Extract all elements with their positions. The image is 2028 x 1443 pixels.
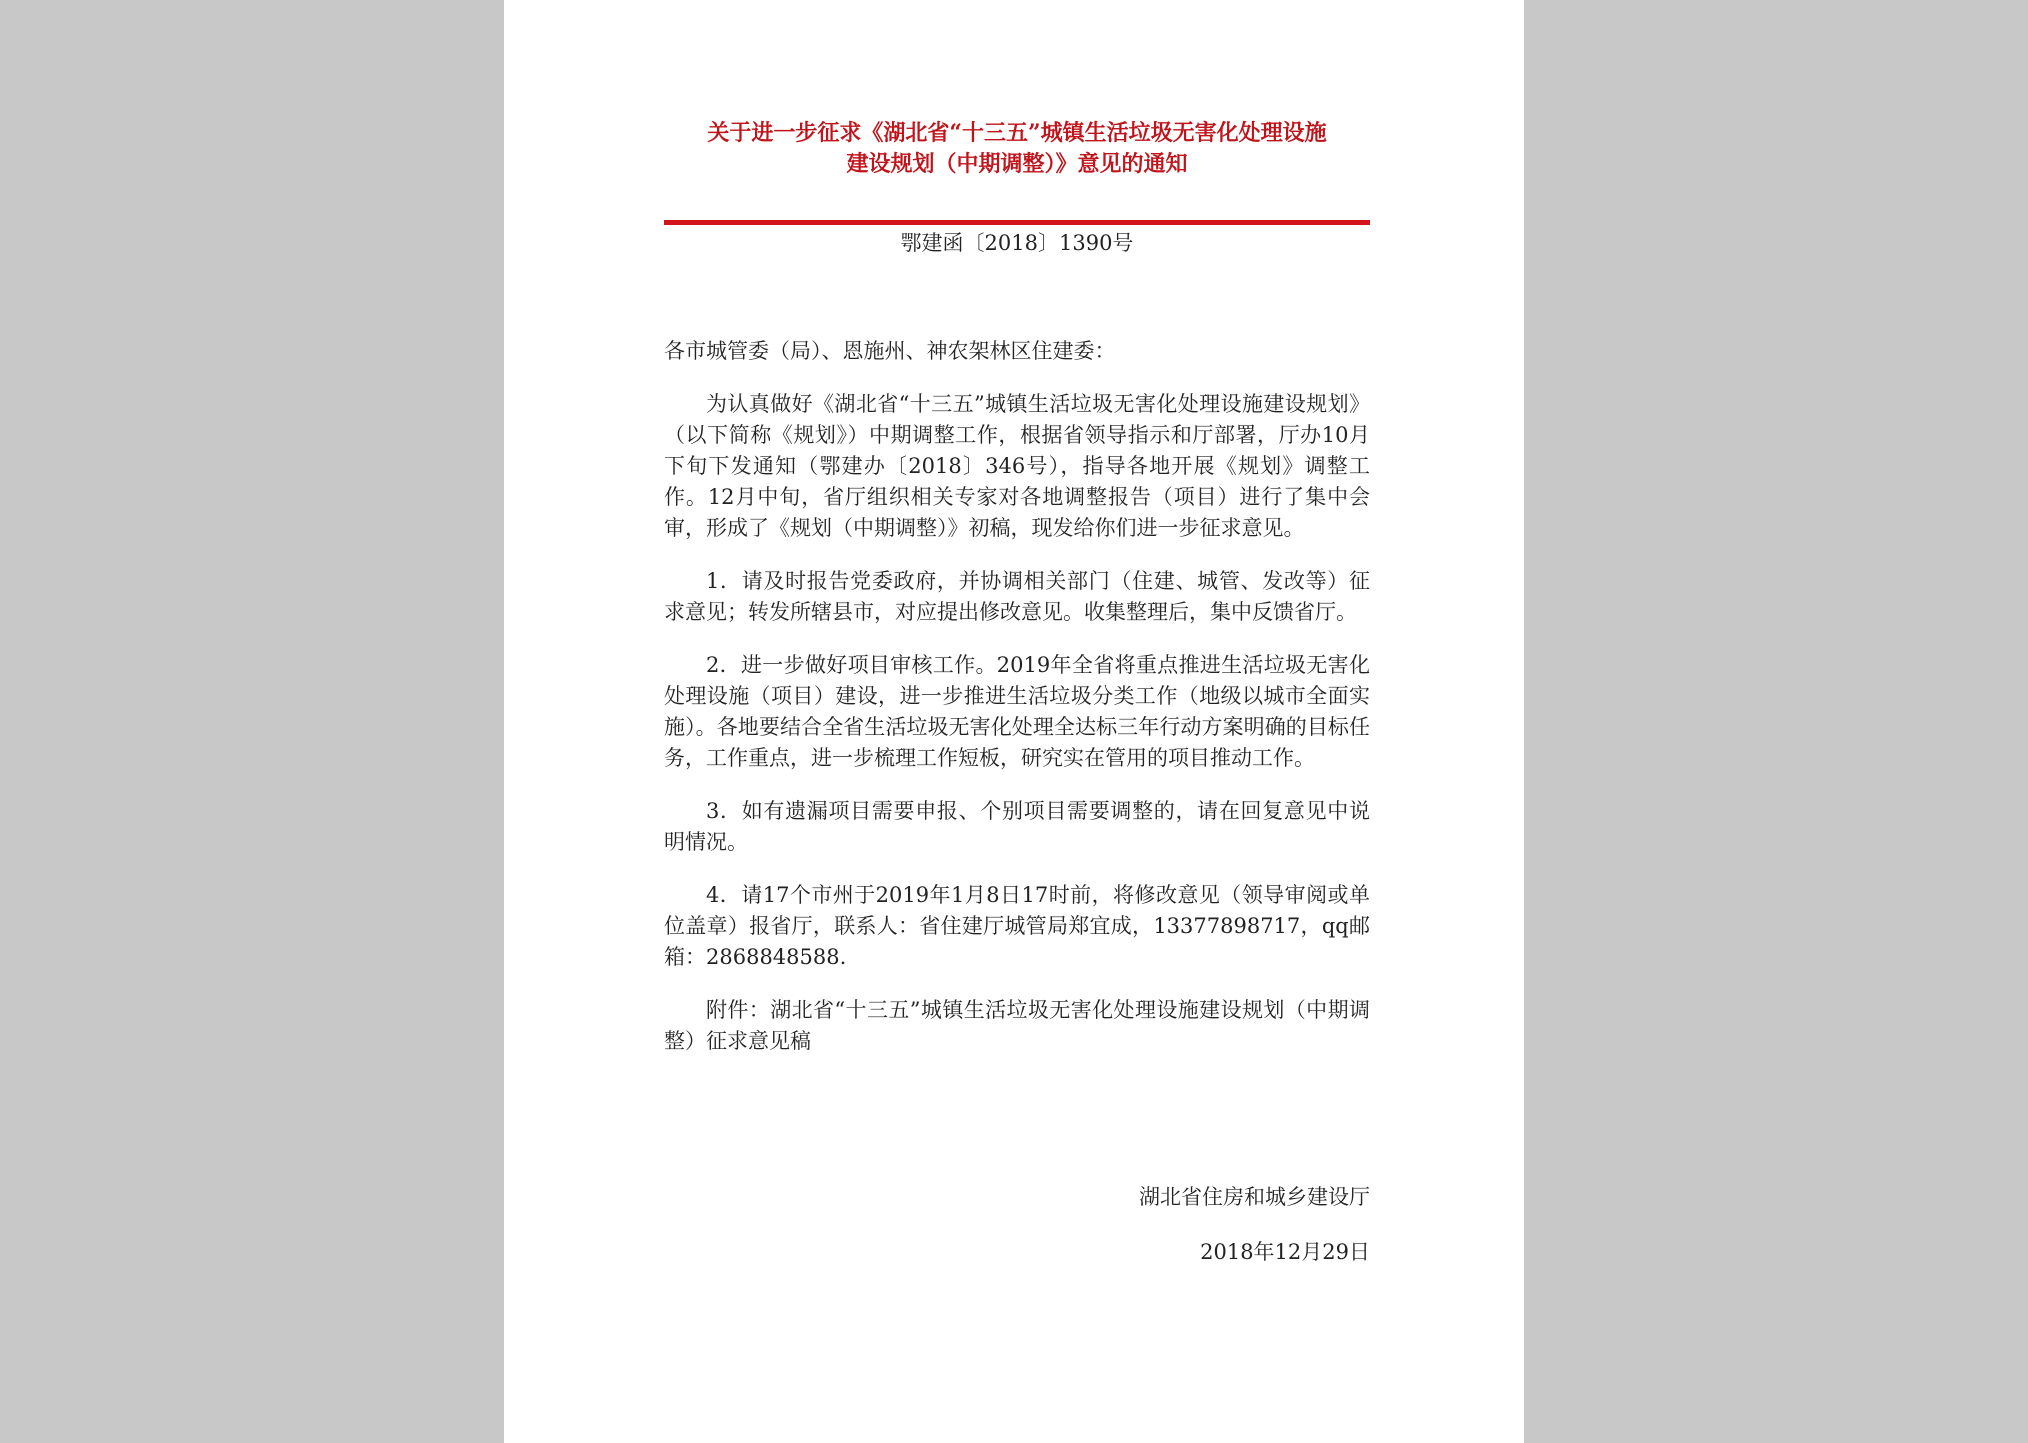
title-line-2: 建设规划（中期调整）》意见的通知 xyxy=(846,151,1188,177)
paragraph-intro: 为认真做好《湖北省“十三五”城镇生活垃圾无害化处理设施建设规划》（以下简称《规划》）中期调整工作，根据省领导指示和厅部署，厅办10月下旬下发通知（鄂建办〔2018〕346号），指导各地开展《规划》调整工作。12月中旬，省厅组织相关专家对各地调整报告（项目）进行了集中会审，形成了《规划（中期调整）》初稿，现发给你们进一步征求意见。 xyxy=(664,392,1370,540)
salutation: 各市城管委（局）、恩施州、神农架林区住建委： xyxy=(664,339,1116,363)
paragraph-item-1: 1．请及时报告党委政府，并协调相关部门（住建、城管、发改等）征求意见；转发所辖县市，对应提出修改意见。收集整理后，集中反馈省厅。 xyxy=(664,569,1370,624)
document-number: 鄂建函〔2018〕1390号 xyxy=(900,231,1134,255)
document-page xyxy=(504,0,1524,1443)
paragraph-item-3: 3．如有遗漏项目需要申报、个别项目需要调整的，请在回复意见中说明情况。 xyxy=(664,799,1370,854)
attachment-note: 附件：湖北省“十三五”城镇生活垃圾无害化处理设施建设规划（中期调整）征求意见稿 xyxy=(664,998,1370,1053)
signature-date: 2018年12月29日 xyxy=(1200,1240,1370,1264)
document-body xyxy=(664,336,1370,1079)
red-header-rule xyxy=(664,220,1370,225)
document-title xyxy=(664,118,1370,180)
paragraph-item-2: 2．进一步做好项目审核工作。2019年全省将重点推进生活垃圾无害化处理设施（项目）建设，进一步推进生活垃圾分类工作（地级以城市全面实施）。各地要结合全省生活垃圾无害化处理全达标三年行动方案明确的目标任务，工作重点，进一步梳理工作短板，研究实在管用的项目推动工作。 xyxy=(664,653,1370,770)
paragraph-item-4: 4．请17个市州于2019年1月8日17时前，将修改意见（领导审阅或单位盖章）报省厅，联系人：省住建厅城管局郑宜成，13377898717，qq邮箱：2868848588. xyxy=(664,883,1370,969)
title-line-1: 关于进一步征求《湖北省“十三五”城镇生活垃圾无害化处理设施 xyxy=(707,120,1327,146)
signature-organization: 湖北省住房和城乡建设厅 xyxy=(1139,1185,1370,1209)
